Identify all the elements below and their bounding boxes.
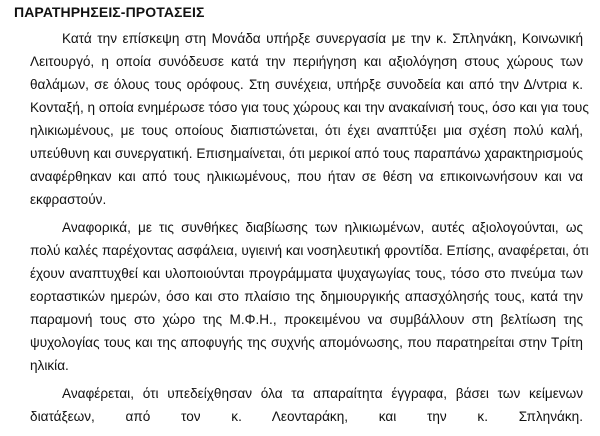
section-heading: ΠΑΡΑΤΗΡΗΣΕΙΣ-ΠΡΟΤΑΣΕΙΣ <box>14 4 205 20</box>
paragraph-line: ηλικιωμένους, με τους οποίους διαπιστώνεται, ότι έχει αναπτύξει μια σχέση πολύ καλή, <box>30 123 583 138</box>
paragraph-line: παραμονή τους στο χώρο της Μ.Φ.Η., προκειμένου να συμβάλλουν στη βελτίωση της <box>30 312 583 327</box>
paragraph-line: Αναφορικά, με τις συνθήκες διαβίωσης των ηλικιωμένων, αυτές αξιολογούνται, ως <box>62 220 583 235</box>
paragraph-line: αναφέρθηκαν και από τους ηλικιωμένους, που ήταν σε θέση να επικοινωνήσουν και να <box>30 169 583 184</box>
paragraph-line: Λειτουργό, η οποία συνόδευσε κατά την περιήγηση και αξιολόγηση στους χώρους των <box>30 54 583 69</box>
paragraph-line: Κατά την επίσκεψη στη Μονάδα υπήρξε συνεργασία με την κ. Σπληνάκη, Κοινωνική <box>62 31 583 46</box>
paragraph-line: Αναφέρεται, ότι υπεδείχθησαν όλα τα απαραίτητα έγγραφα, βάσει των κείμενων <box>62 386 583 401</box>
paragraph-line: ψυχολογίας τους και της αποφυγής της συχνής απομόνωσης, που παρατηρείται στην Τρίτη <box>30 335 583 350</box>
paragraph-line: έχουν αναπτυχθεί και υλοποιούνται προγράμματα ψυχαγωγίας τους, τόσο στο πνεύμα των <box>30 266 583 281</box>
paragraph-line: πολύ καλές παρέχοντας ασφάλεια, υγιεινή και νοσηλευτική φροντίδα. Επίσης, αναφέρεται, ότι <box>30 243 589 258</box>
paragraph-line: υπεύθυνη και συνεργατική. Επισημαίνεται, ότι μερικοί από τους παραπάνω χαρακτηρισμούς <box>30 146 583 161</box>
paragraph-line: εορταστικών ημερών, όσο και στο πλαίσιο της δημιουργικής απασχόλησής τους, κατά την <box>30 289 583 304</box>
paragraph-line: διατάξεων, από τον κ. Λεονταράκη, και την κ. Σπληνάκη. <box>30 409 583 424</box>
paragraph-line: θαλάμων, σε όλους τους ορόφους. Στη συνέχεια, υπήρξε συνοδεία και από την Δ/ντρια κ. <box>30 77 583 92</box>
paragraph-line: εκφραστούν. <box>30 192 107 207</box>
paragraph-line: Κονταξή, η οποία ενημέρωσε τόσο για τους χώρους και την ανακαίνισή τους, όσο και για τους <box>30 100 589 115</box>
paragraph-line: ηλικία. <box>30 358 69 373</box>
